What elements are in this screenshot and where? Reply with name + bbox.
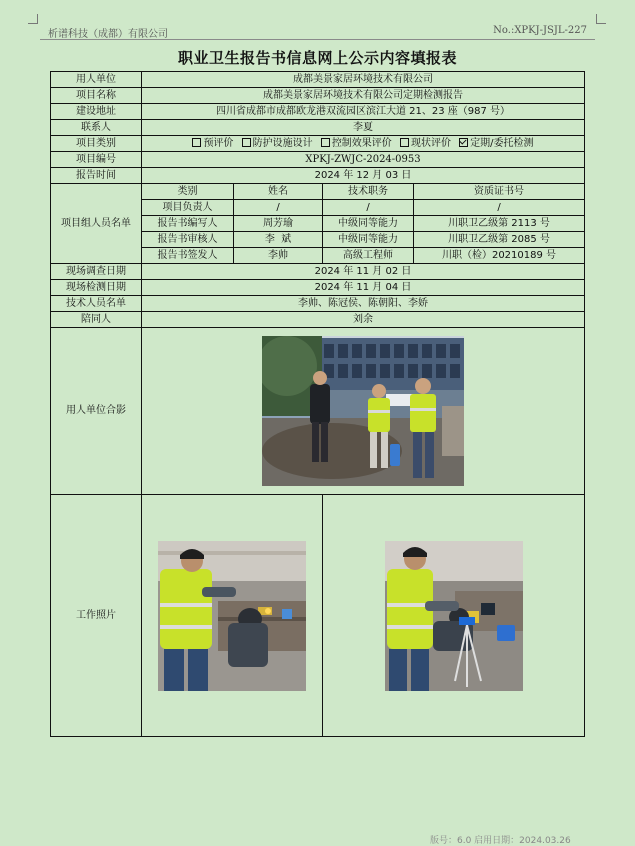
member-title: 高级工程师 — [323, 248, 414, 264]
member-name: 李 斌 — [234, 232, 323, 248]
category-option-periodic-detect[interactable]: 定期/委托检测 — [459, 138, 533, 149]
member-role: 报告书编写人 — [142, 216, 234, 232]
checkbox-protection-design[interactable] — [242, 138, 251, 147]
row-detect-date — [51, 280, 585, 296]
member-cert: / — [414, 200, 585, 216]
member-name: 李帅 — [234, 248, 323, 264]
contact-value: 李夏 — [142, 120, 585, 136]
work-photo-cell-left — [142, 495, 323, 737]
row-report-date — [51, 168, 585, 184]
header-doc-number: No.:XPKJ-JSJL-227 — [493, 25, 587, 36]
contact-label: 联系人 — [51, 120, 142, 136]
row-project-name — [51, 88, 585, 104]
footer-version: 版号：6.0 启用日期：2024.03.26 — [430, 836, 571, 846]
group-photo — [262, 336, 464, 486]
escort-label: 陪同人 — [51, 312, 142, 328]
row-group-photo — [51, 328, 585, 495]
checkbox-control-eval[interactable] — [321, 138, 330, 147]
tech-staff-value: 李帅、陈冠侯、陈朝阳、李娇 — [142, 296, 585, 312]
project-name-label: 项目名称 — [51, 88, 142, 104]
member-role: 项目负责人 — [142, 200, 234, 216]
member-cert: 川职（检）20210189 号 — [414, 248, 585, 264]
work-photo-1 — [158, 541, 306, 691]
member-role: 报告书签发人 — [142, 248, 234, 264]
survey-date-label: 现场调查日期 — [51, 264, 142, 280]
corner-mark-left — [28, 14, 38, 24]
member-title: 中级同等能力 — [323, 216, 414, 232]
checkbox-pre-eval[interactable] — [192, 138, 201, 147]
work-photo-label: 工作照片 — [51, 495, 142, 737]
escort-value: 刘余 — [142, 312, 585, 328]
employer-value: 成都美景家居环境技术有限公司 — [142, 72, 585, 88]
address-label: 建设地址 — [51, 104, 142, 120]
team-header-title: 技术职务 — [323, 184, 414, 200]
team-header-cert: 资质证书号 — [414, 184, 585, 200]
team-label: 项目组人员名单 — [51, 184, 142, 264]
category-options — [142, 136, 585, 152]
work-photo-cell-right — [323, 495, 585, 737]
category-label: 项目类别 — [51, 136, 142, 152]
row-project-no — [51, 152, 585, 168]
row-tech-staff — [51, 296, 585, 312]
row-address — [51, 104, 585, 120]
member-cert: 川职卫乙级第 2085 号 — [414, 232, 585, 248]
report-date-value: 2024 年 12 月 03 日 — [142, 168, 585, 184]
tech-staff-label: 技术人员名单 — [51, 296, 142, 312]
group-photo-label: 用人单位合影 — [51, 328, 142, 495]
category-option-status-eval[interactable]: 现状评价 — [400, 138, 451, 149]
header-divider — [40, 39, 595, 40]
team-header-row — [51, 184, 585, 200]
member-cert: 川职卫乙级第 2113 号 — [414, 216, 585, 232]
member-title: 中级同等能力 — [323, 232, 414, 248]
page-title: 职业卫生报告书信息网上公示内容填报表 — [177, 49, 457, 67]
checkbox-periodic-detect[interactable] — [459, 138, 468, 147]
row-contact — [51, 120, 585, 136]
category-option-protection-design[interactable]: 防护设施设计 — [242, 138, 313, 149]
member-title: / — [323, 200, 414, 216]
work-photo-2 — [385, 541, 523, 691]
address-value: 四川省成都市成都欧龙港双流园区滨江大道 21、23 座（987 号） — [142, 104, 585, 120]
detect-date-label: 现场检测日期 — [51, 280, 142, 296]
category-option-control-eval[interactable]: 控制效果评价 — [321, 138, 392, 149]
survey-date-value: 2024 年 11 月 02 日 — [142, 264, 585, 280]
group-photo-cell — [142, 328, 585, 495]
project-no-value: XPKJ-ZWJC-2024-0953 — [142, 152, 585, 168]
row-survey-date — [51, 264, 585, 280]
checkbox-status-eval[interactable] — [400, 138, 409, 147]
corner-mark-right — [596, 14, 606, 24]
row-work-photos — [51, 495, 585, 737]
detect-date-value: 2024 年 11 月 04 日 — [142, 280, 585, 296]
category-option-pre-eval[interactable]: 预评价 — [192, 138, 233, 149]
team-header-role: 类别 — [142, 184, 234, 200]
member-role: 报告书审核人 — [142, 232, 234, 248]
report-date-label: 报告时间 — [51, 168, 142, 184]
disclosure-form-table — [50, 71, 585, 737]
team-header-name: 姓名 — [234, 184, 323, 200]
row-employer — [51, 72, 585, 88]
row-category — [51, 136, 585, 152]
project-name-value: 成都美景家居环境技术有限公司定期检测报告 — [142, 88, 585, 104]
employer-label: 用人单位 — [51, 72, 142, 88]
member-name: / — [234, 200, 323, 216]
row-escort — [51, 312, 585, 328]
header-company: 析谱科技（成都）有限公司 — [48, 29, 168, 40]
member-name: 周芳瑜 — [234, 216, 323, 232]
project-no-label: 项目编号 — [51, 152, 142, 168]
